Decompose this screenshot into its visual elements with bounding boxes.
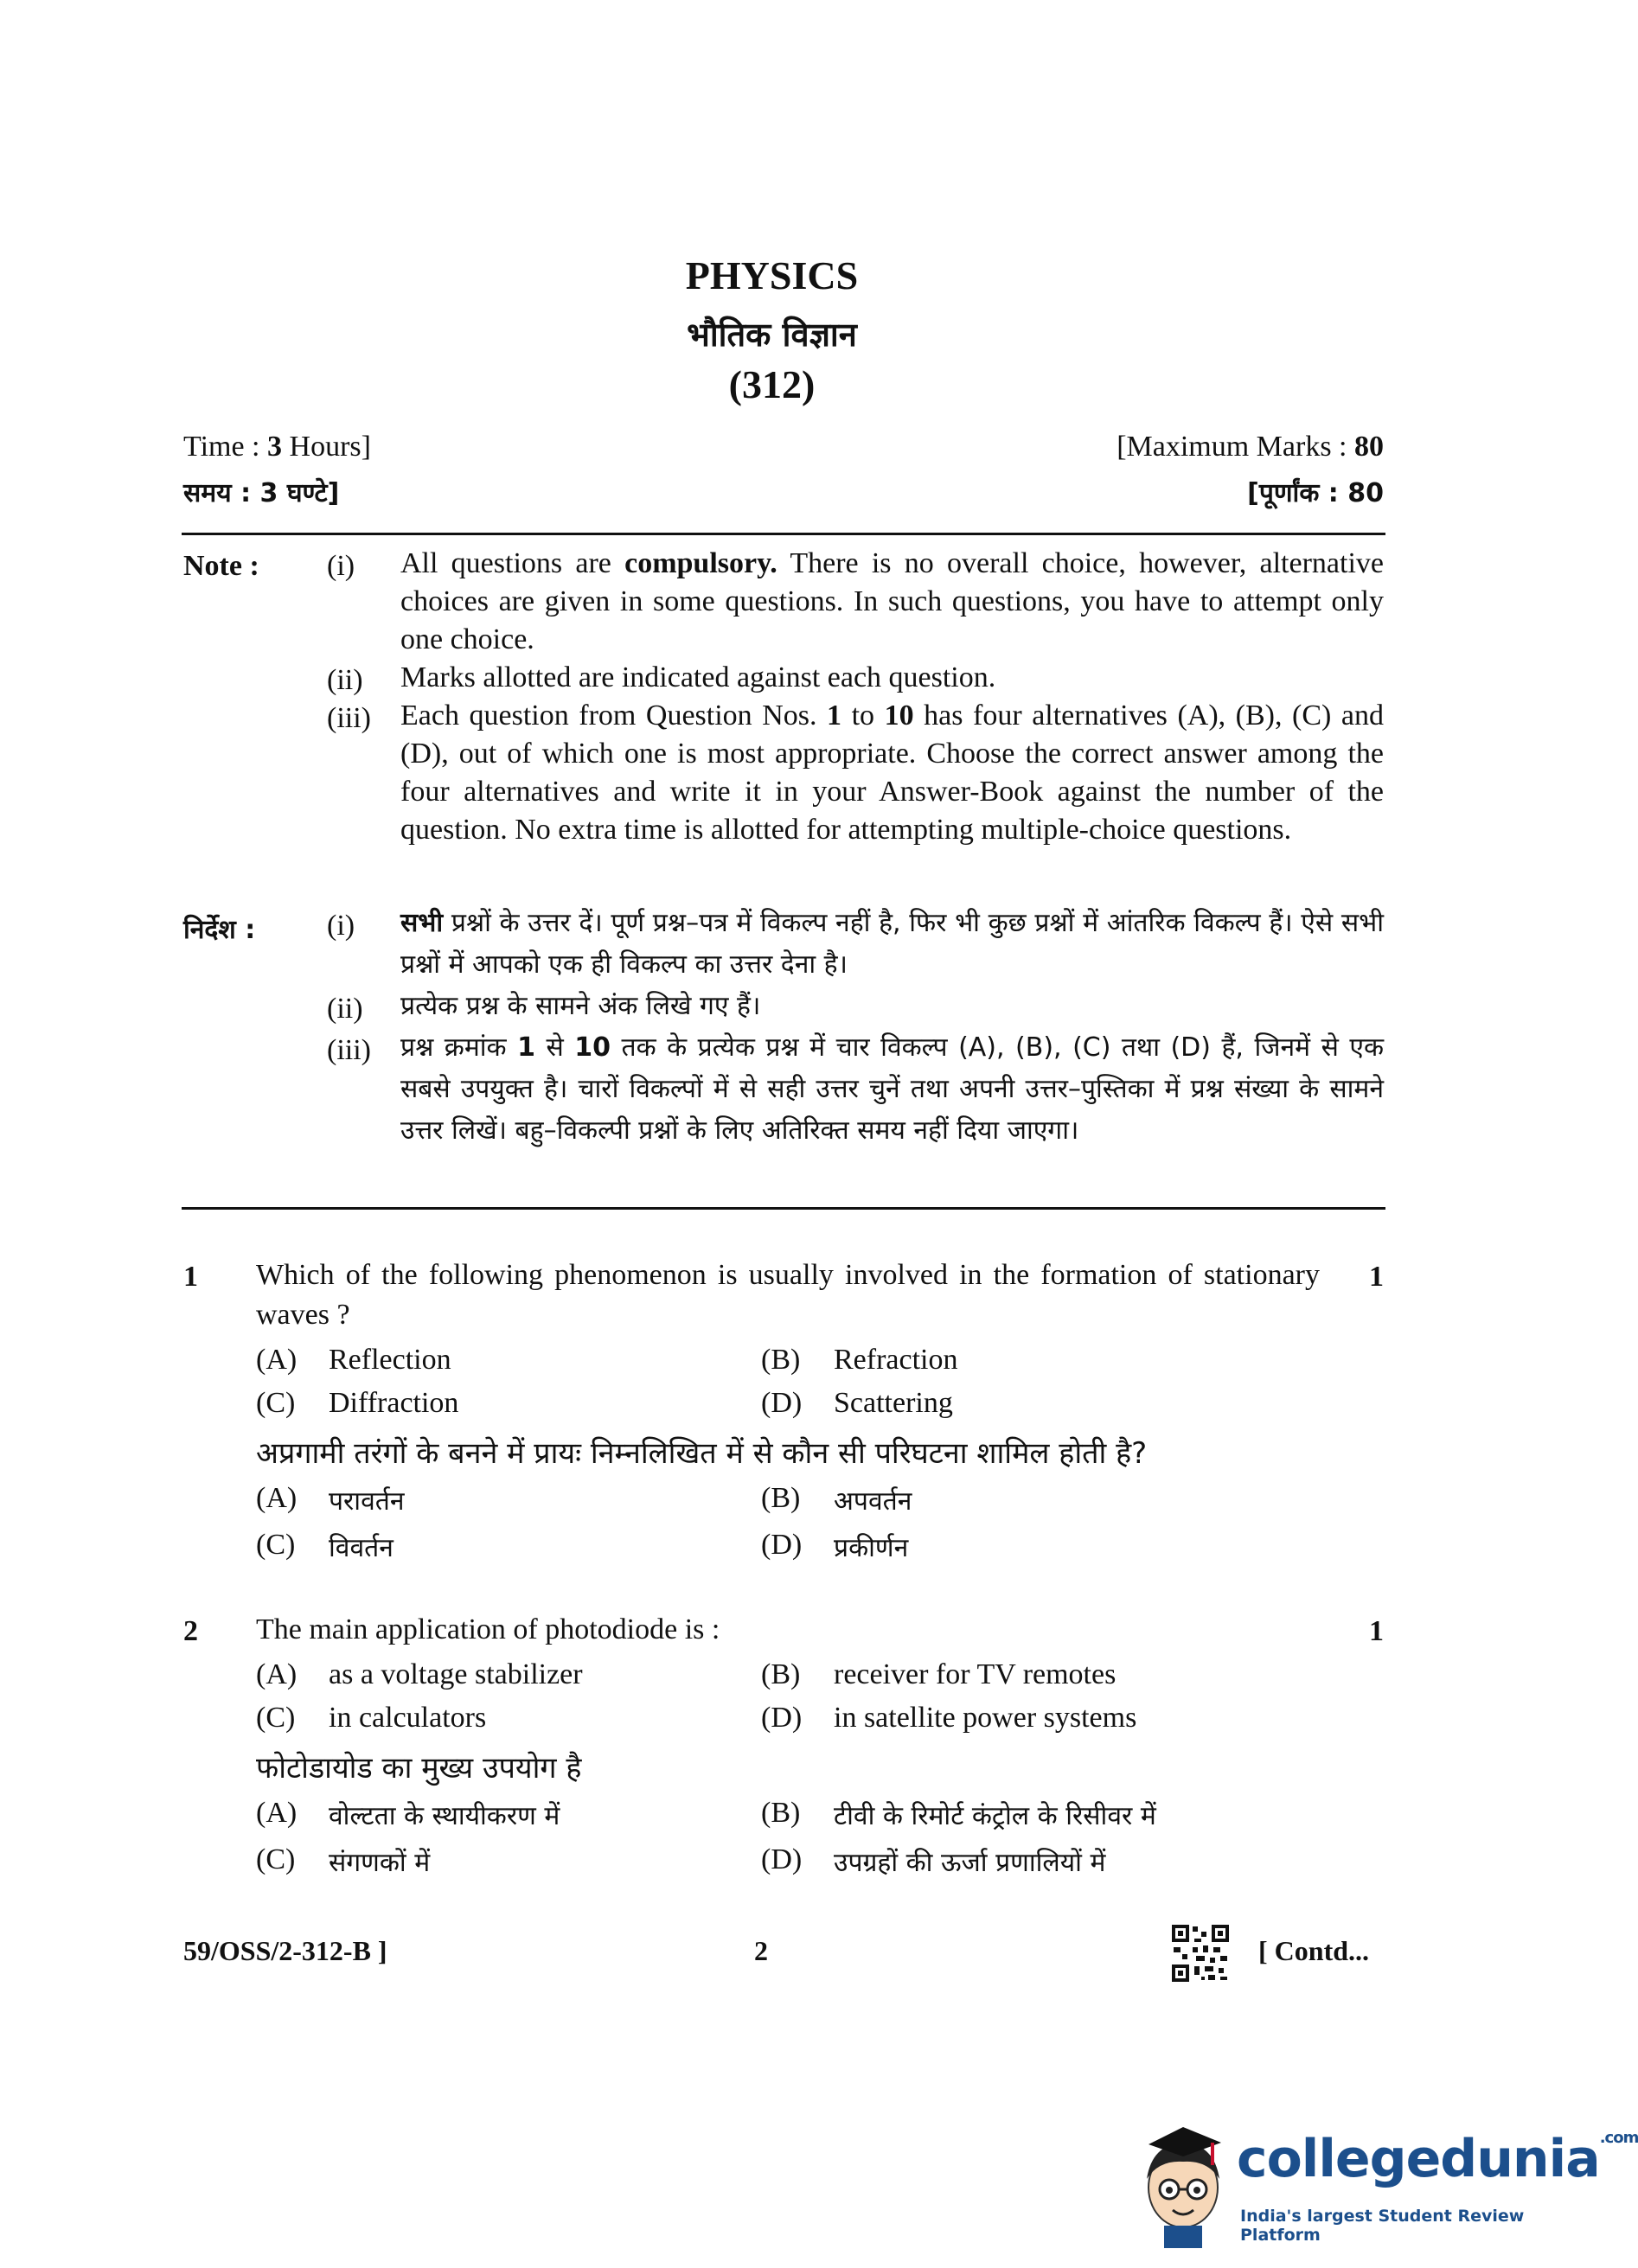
option-a-hindi: (A) परावर्तन (256, 1482, 405, 1517)
question-text-hindi: अप्रगामी तरंगों के बनने में प्रायः निम्नलिखित में से कौन सी परिघटना शामिल होती है? (256, 1436, 1148, 1471)
question-marks: 1 (1369, 1261, 1384, 1293)
subject-code: (312) (728, 362, 816, 406)
note-item-text: Each question from Question Nos. 1 to 10 has four alternatives (A), (B), (C) and (D), out of which one is most appropriate. Choose the correct answer among the four alternatives and write it in your Answer-Book against the number of the question. No extra time is allotted for attempting multiple-choice questions. (400, 700, 1385, 846)
note-item-text-hindi: प्रत्येक प्रश्न के सामने अंक लिखे गए हैं। (400, 991, 761, 1021)
option-b-hindi: (B) अपवर्तन (761, 1482, 912, 1517)
note-item-text-hindi: प्रश्न क्रमांक 1 से 10 तक के प्रत्येक प्रश्न में चार विकल्प (A), (B), (C) तथा (D) हैं, जिनमें से एक सबसे उपयुक्त है। चारों विकल्पों में से सही उत्तर चुनें तथा अपनी उत्तर–पुस्तिका में प्रश्न संख्या के सामने उत्तर लिखें। बहु–विकल्पी प्रश्नों के लिए अतिरिक्त समय नहीं दिया जाएगा। (400, 1032, 1384, 1146)
divider-top (182, 533, 1385, 535)
question-number: 2 (183, 1615, 198, 1647)
time-label: Time : 3 Hours] (183, 431, 371, 463)
paper-code: 59/OSS/2-312-B ] (183, 1935, 387, 1966)
question-marks: 1 (1369, 1615, 1384, 1647)
option-c-hindi: (C) विवर्तन (256, 1529, 394, 1563)
divider-bottom (182, 1207, 1385, 1210)
option-a: (A) as a voltage stabilizer (256, 1658, 583, 1690)
note-item-text: Marks allotted are indicated against each question. (400, 661, 996, 693)
option-a-hindi: (A) वोल्टता के स्थायीकरण में (256, 1797, 560, 1831)
note-label: Note : (183, 550, 259, 582)
option-b: (B) Refraction (761, 1344, 958, 1376)
note-item-number: (i) (327, 550, 355, 582)
option-c-hindi: (C) संगणकों में (256, 1843, 431, 1878)
option-c: (C) in calculators (256, 1702, 487, 1734)
note-label-hindi: निर्देश : (183, 915, 256, 945)
continued-label: [ Contd... (1258, 1935, 1370, 1966)
question-number: 1 (183, 1261, 198, 1293)
page-number: 2 (754, 1935, 768, 1966)
note-item-number: (ii) (327, 664, 363, 696)
question-text: Which of the following phenomenon is usually involved in the formation of stationary waves ? (256, 1259, 1320, 1331)
qr-code-icon (1170, 1923, 1231, 1984)
note-item-number: (iii) (327, 1034, 371, 1066)
mascot-logo-icon (1135, 2118, 1232, 2248)
option-b-hindi: (B) टीवी के रिमोर्ट कंट्रोल के रिसीवर में (761, 1797, 1156, 1831)
note-item-text: All questions are compulsory. There is no overall choice, however, alternative choices are given in some questions. In such questions, you have to attempt only one choice. (400, 547, 1384, 655)
note-item-number: (ii) (327, 993, 363, 1025)
max-marks-label-hindi: [पूर्णांक : 80 (1247, 478, 1384, 508)
time-marks-row-hi (183, 474, 1384, 509)
max-marks-label: [Maximum Marks : 80 (1117, 431, 1384, 463)
page-title-hindi: भौतिक विज्ञान (687, 316, 857, 354)
note-item-number: (i) (327, 910, 355, 942)
note-item-text-hindi: सभी प्रश्नों के उत्तर दें। पूर्ण प्रश्न–पत्र में विकल्प नहीं है, फिर भी कुछ प्रश्नों में आंतरिक विकल्प हैं। ऐसे सभी प्रश्नों में आपको एक ही विकल्प का उत्तर देना है। (400, 908, 1384, 980)
question-text-hindi: फोटोडायोड का मुख्य उपयोग है (256, 1751, 582, 1786)
brand-tagline: India's largest Student Review Platform (1240, 2207, 1525, 2245)
brand-logo-text: collegedunia$^{.com}$ (1237, 2129, 1638, 2189)
option-d-hindi: (D) प्रकीर्णन (761, 1529, 909, 1563)
question-text: The main application of photodiode is : (256, 1613, 720, 1645)
page-title: PHYSICS (685, 253, 859, 297)
option-b: (B) receiver for TV remotes (761, 1658, 1117, 1690)
time-marks-row-en (183, 431, 1384, 463)
time-label-hindi: समय : 3 घण्टे] (183, 478, 340, 508)
option-a: (A) Reflection (256, 1344, 451, 1376)
note-item-number: (iii) (327, 702, 371, 734)
option-d-hindi: (D) उपग्रहों की ऊर्जा प्रणालियों में (761, 1843, 1106, 1878)
option-c: (C) Diffraction (256, 1387, 459, 1419)
option-d: (D) Scattering (761, 1387, 953, 1419)
option-d: (D) in satellite power systems (761, 1702, 1137, 1734)
